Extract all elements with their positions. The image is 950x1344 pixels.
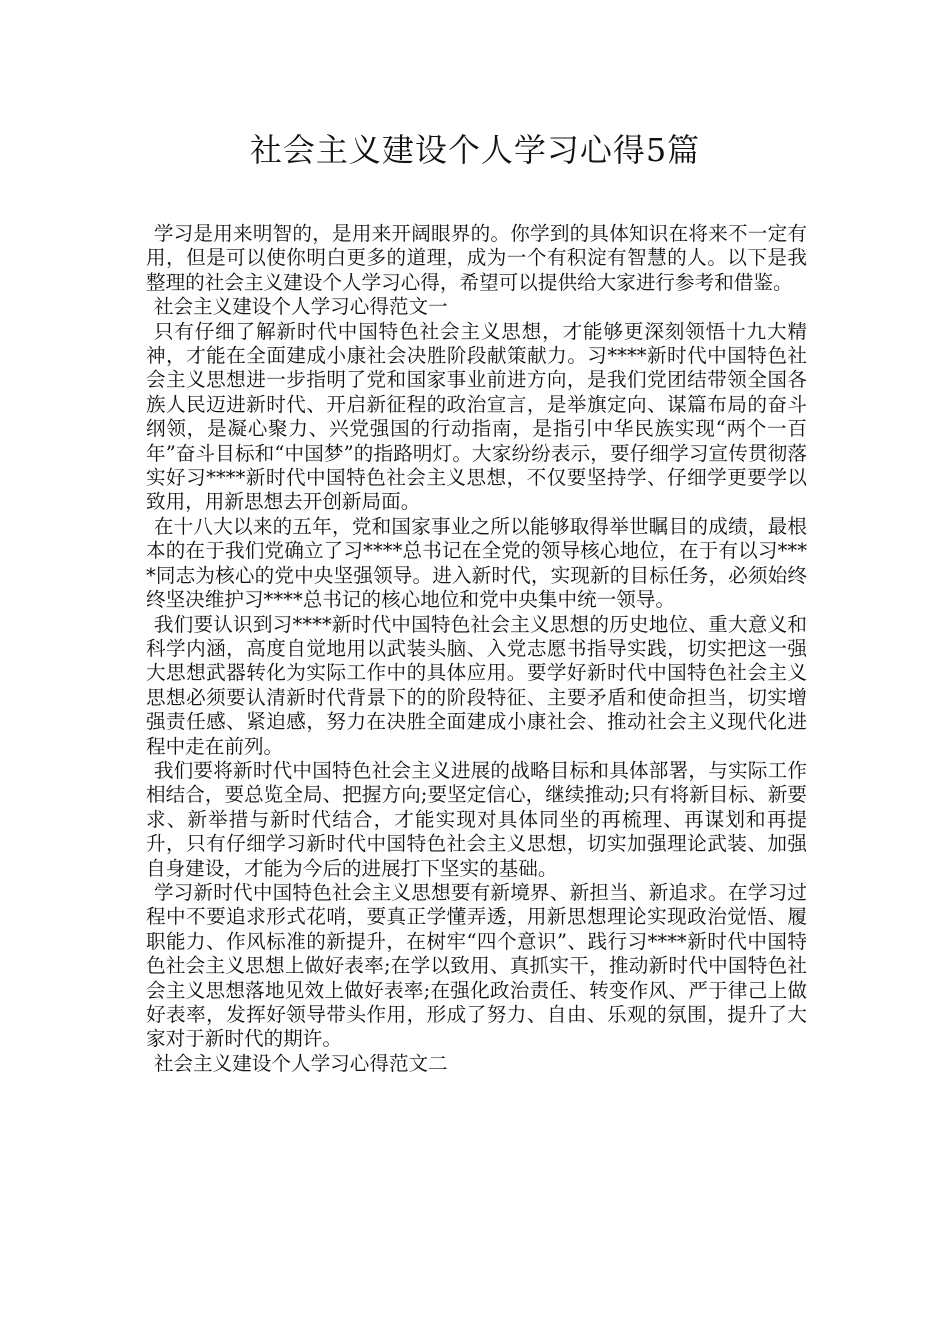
body-paragraph: 在十八大以来的五年，党和国家事业之所以能够取得举世瞩目的成绩，最根本的在于我们党确立了习****总书记在全党的领导核心地位，在于有以习****同志为核心的党中央坚强领导。进入新时代，实现新的目标任务，必须始终终坚决维护习****总书记的核心地位和党中央集中统一领导。 <box>146 514 807 612</box>
document-title: 社会主义建设个人学习心得5篇 <box>249 131 701 169</box>
section-heading-1: 社会主义建设个人学习心得范文一 <box>153 295 448 319</box>
body-paragraph: 我们要认识到习****新时代中国特色社会主义思想的历史地位、重大意义和科学内涵，高度自觉地用以武装头脑、入党志愿书指导实践，切实把这一强大思想武器转化为实际工作中的具体应用。要学好新时代中国特色社会主义思想必须要认清新时代背景下的的阶段特征、主要矛盾和使命担当，切实增强责任感、紧迫感，努力在决胜全面建成小康社会、推动社会主义现代化进程中走在前列。 <box>146 612 807 758</box>
body-paragraph: 我们要将新时代中国特色社会主义进展的战略目标和具体部署，与实际工作相结合，要总览全局、把握方向;要坚定信心，继续推动;只有将新目标、新要求、新举措与新时代结合，才能实现对具体同坐的再梳理、再谋划和再提升，只有仔细学习新时代中国特色社会主义思想，切实加强理论武装、加强自身建设，才能为今后的进展打下坚实的基础。 <box>146 758 807 880</box>
section-heading-2: 社会主义建设个人学习心得范文二 <box>153 1051 448 1075</box>
intro-paragraph: 学习是用来明智的，是用来开阔眼界的。你学到的具体知识在将来不一定有用，但是可以使你明白更多的道理，成为一个有积淀有智慧的人。以下是我整理的社会主义建设个人学习心得，希望可以提供给大家进行参考和借鉴。 <box>146 222 807 294</box>
body-paragraph: 只有仔细了解新时代中国特色社会主义思想，才能够更深刻领悟十九大精神，才能在全面建成小康社会决胜阶段献策献力。习****新时代中国特色社会主义思想进一步指明了党和国家事业前进方向，是我们党团结带领全国各族人民迈进新时代、开启新征程的政治宣言，是举旗定向、谋篇布局的奋斗纲领，是凝心聚力、兴党强国的行动指南，是指引中华民族实现“两个一百年”奋斗目标和“中国梦”的指路明灯。大家纷纷表示，要仔细学习宣传贯彻落实好习****新时代中国特色社会主义思想，不仅要坚持学、仔细学更要学以致用，用新思想去开创新局面。 <box>146 319 807 514</box>
document-body <box>146 222 807 1076</box>
body-paragraph: 学习新时代中国特色社会主义思想要有新境界、新担当、新追求。在学习过程中不要追求形式花哨，要真正学懂弄透，用新思想理论实现政治觉悟、履职能力、作风标准的新提升，在树牢“四个意识”、践行习****新时代中国特色社会主义思想上做好表率;在学以致用、真抓实干，推动新时代中国特色社会主义思想落地见效上做好表率;在强化政治责任、转变作风、严于律己上做好表率，发挥好领导带头作用，形成了努力、自由、乐观的氛围，提升了大家对于新时代的期许。 <box>146 880 807 1051</box>
